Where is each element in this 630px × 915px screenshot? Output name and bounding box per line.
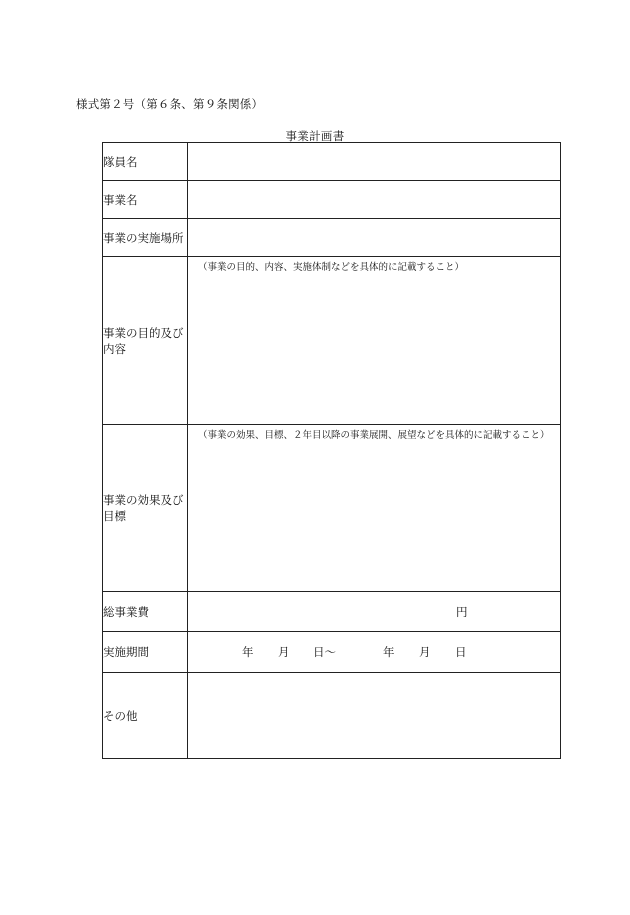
start-month-unit: 月 (278, 645, 290, 659)
member-name-field[interactable] (188, 143, 561, 181)
total-cost-label: 総事業費 (103, 592, 188, 632)
effect-hint: （事業の効果、目標、２年目以降の事業展開、展望などを具体的に記載すること） (198, 430, 550, 441)
end-day-unit: 日 (455, 645, 467, 659)
table-row-total-cost (103, 592, 561, 632)
member-name-label: 隊員名 (103, 143, 188, 181)
end-month-unit: 月 (419, 645, 431, 659)
project-name-label: 事業名 (103, 181, 188, 219)
total-cost-field[interactable] (188, 592, 561, 632)
table-row-effect (103, 425, 561, 592)
table-row-period (103, 632, 561, 673)
location-label: 事業の実施場所 (103, 219, 188, 257)
table-row-other (103, 673, 561, 759)
form-number: 様式第２号（第６条、第９条関係） (76, 97, 264, 111)
location-field[interactable] (188, 219, 561, 257)
table-row-project-name (103, 181, 561, 219)
table-row-purpose (103, 257, 561, 425)
table-row-location (103, 219, 561, 257)
plan-table (102, 142, 561, 759)
start-year-unit: 年 (242, 645, 254, 659)
purpose-label: 事業の目的及び内容 (103, 257, 188, 425)
period-field[interactable] (188, 632, 561, 673)
yen-unit: 円 (456, 604, 468, 619)
document-title: 事業計画書 (285, 129, 345, 143)
project-name-field[interactable] (188, 181, 561, 219)
effect-label: 事業の効果及び目標 (103, 425, 188, 592)
purpose-field[interactable] (188, 257, 561, 425)
effect-field[interactable] (188, 425, 561, 592)
purpose-hint: （事業の目的、内容、実施体制などを具体的に記載すること） (198, 262, 465, 273)
period-label: 実施期間 (103, 632, 188, 673)
other-label: その他 (103, 673, 188, 759)
table-row-member-name (103, 143, 561, 181)
end-year-unit: 年 (383, 645, 395, 659)
other-field[interactable] (188, 673, 561, 759)
start-day-unit: 日～ (313, 645, 336, 659)
